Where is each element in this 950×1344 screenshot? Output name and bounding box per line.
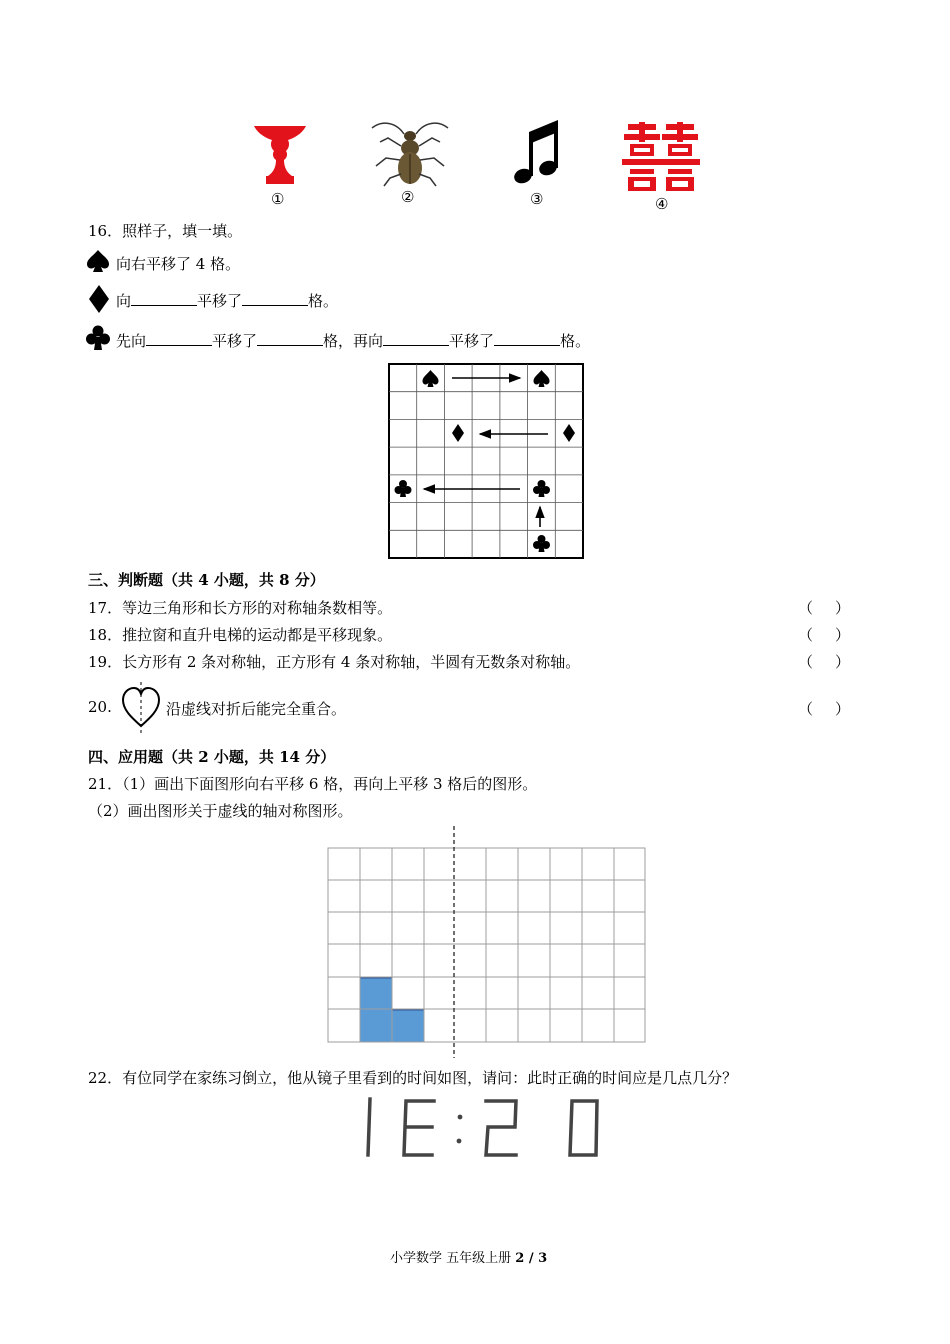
music-note-icon	[512, 118, 560, 188]
answer-blank[interactable]	[146, 331, 212, 346]
q16-title: 16．照样子，填一填。	[88, 222, 243, 240]
answer-blank[interactable]	[242, 291, 308, 306]
q16-line3-text-a: 先向	[116, 332, 147, 350]
paren-close: ）	[834, 599, 850, 617]
q16-line2-text-b: 平移了	[197, 292, 243, 310]
q16-line2-text-c: 格。	[308, 292, 339, 310]
page-footer	[390, 1247, 547, 1266]
question-18: 18．推拉窗和直升电梯的运动都是平移现象。	[88, 626, 393, 644]
club-icon	[86, 325, 110, 351]
q16-line1: 向右平移了 4 格。	[116, 255, 241, 273]
q16-line3-text-c: 格，再向	[323, 332, 384, 350]
beetle-icon	[368, 118, 452, 186]
q16-line3	[116, 330, 590, 351]
blue-shape-cell	[360, 978, 392, 1042]
answer-paren-19[interactable]	[798, 651, 850, 672]
q21-line1: 21．（1）画出下面图形向右平移 6 格，再向上平移 3 格后的图形。	[88, 775, 538, 793]
question-19: 19．长方形有 2 条对称轴，正方形有 4 条对称轴，半圆有无数条对称轴。	[88, 653, 581, 671]
section3-title: 三、判断题（共 4 小题，共 8 分）	[88, 571, 325, 589]
image-label-2: ②	[401, 188, 415, 206]
mirror-clock-display	[362, 1095, 607, 1161]
double-happiness-icon	[622, 122, 700, 192]
paren-open: （	[798, 700, 814, 718]
answer-paren-18[interactable]	[798, 624, 850, 645]
answer-blank[interactable]	[383, 331, 449, 346]
q16-line3-text-d: 平移了	[449, 332, 495, 350]
paren-open: （	[798, 626, 814, 644]
question-20-number: 20.	[88, 698, 112, 716]
blue-shape-cell	[392, 1010, 424, 1042]
paren-open: （	[798, 599, 814, 617]
spade-icon	[86, 249, 110, 273]
answer-blank[interactable]	[257, 331, 323, 346]
paren-close: ）	[834, 700, 850, 718]
image-label-4: ④	[655, 195, 669, 213]
paren-close: ）	[834, 626, 850, 644]
paren-close: ）	[834, 653, 850, 671]
vase-faces-icon	[252, 124, 308, 186]
q16-line3-text-b: 平移了	[212, 332, 258, 350]
answer-paren-20[interactable]	[798, 698, 850, 719]
diamond-icon	[88, 284, 110, 314]
footer-page-number: 2 / 3	[515, 1251, 548, 1266]
answer-paren-17[interactable]	[798, 597, 850, 618]
image-label-1: ①	[271, 190, 285, 208]
answer-blank[interactable]	[131, 291, 197, 306]
drawing-grid	[327, 826, 647, 1060]
question-17: 17．等边三角形和长方形的对称轴条数相等。	[88, 599, 393, 617]
translation-grid	[388, 363, 584, 559]
answer-blank[interactable]	[494, 331, 560, 346]
q22-text: 22．有位同学在家练习倒立，他从镜子里看到的时间如图，请问：此时正确的时间应是几点几分？	[88, 1069, 738, 1087]
question-20: 沿虚线对折后能完全重合。	[166, 700, 347, 718]
footer-subject: 小学数学 五年级上册	[390, 1251, 516, 1266]
image-label-3: ③	[530, 190, 544, 208]
q16-line2	[116, 290, 338, 311]
q21-line2: （2）画出图形关于虚线的轴对称图形。	[88, 802, 353, 820]
heart-fold-icon	[120, 682, 162, 734]
paren-open: （	[798, 653, 814, 671]
q16-line2-text-a: 向	[116, 292, 132, 310]
section4-title: 四、应用题（共 2 小题，共 14 分）	[88, 748, 336, 766]
q16-line3-text-e: 格。	[560, 332, 591, 350]
